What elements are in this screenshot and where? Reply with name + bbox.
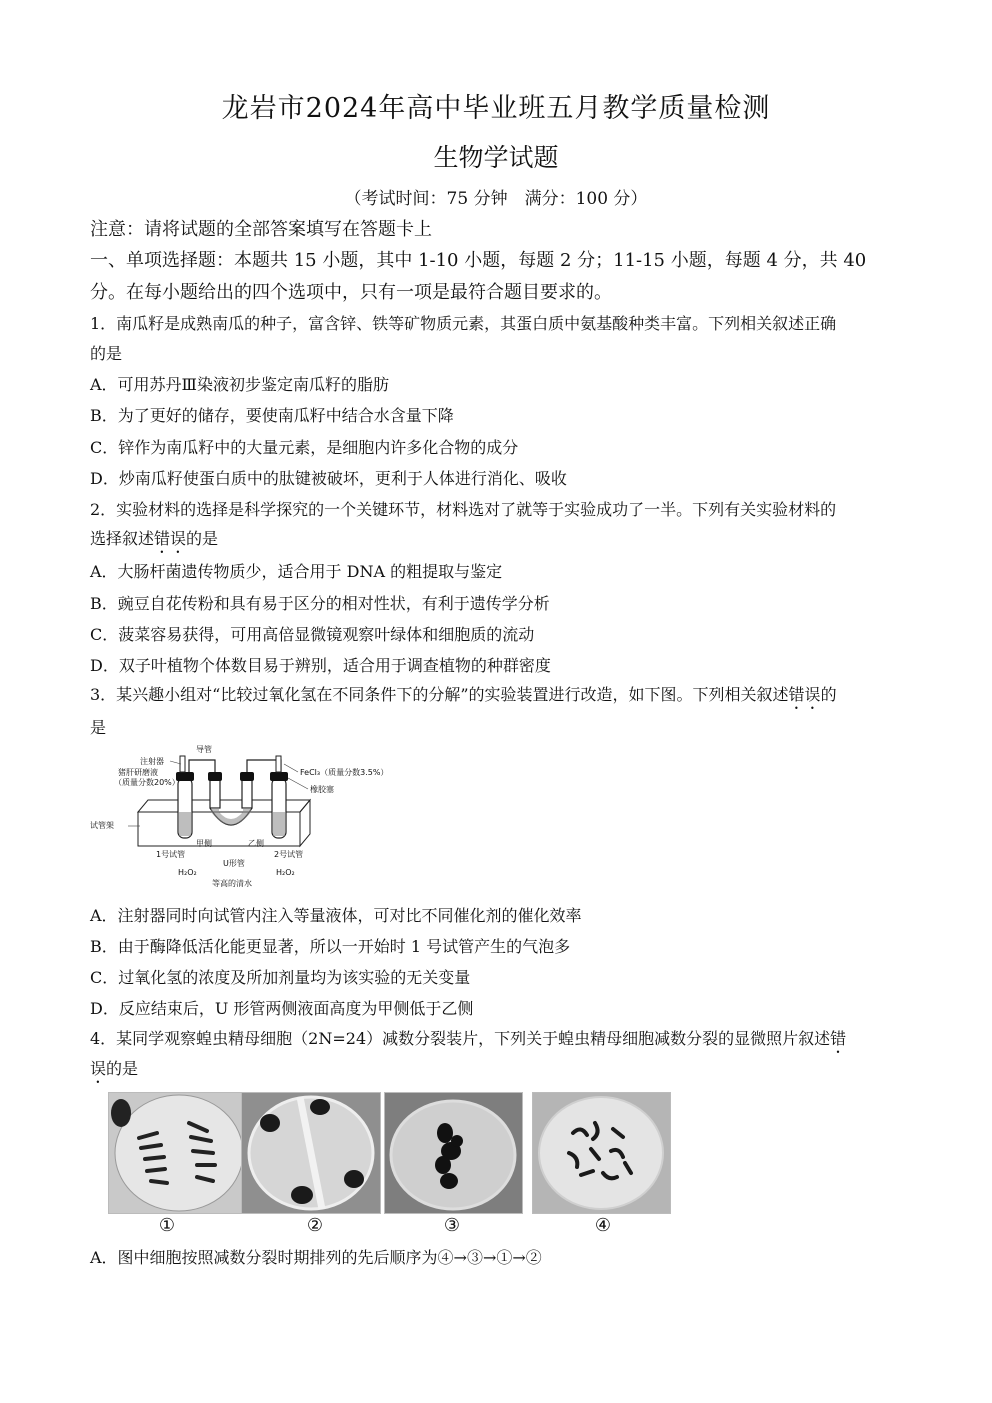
label-water: 等高的清水 [212,879,252,888]
label-h2o2-right: H₂O₂ [276,868,295,877]
exam-meta: （考试时间：75 分钟 满分：100 分） [344,189,648,209]
h2o2-left [179,812,191,836]
q2-option-a: A．大肠杆菌遗传物质少，适合用于 DNA 的粗提取与鉴定 [90,562,503,581]
micrograph-label-1: ① [158,1215,176,1236]
q1-option-d: D．炒南瓜籽使蛋白质中的肽键被破坏，更利于人体进行消化、吸收 [90,469,567,488]
label-tube1: 1号试管 [156,850,186,859]
q2-stem-line2 [90,526,905,557]
label-liver: 猪肝研磨液 [118,768,158,777]
q3-apparatus-figure [88,742,388,890]
q3-option-d: D．反应结束后，U 形管两侧液面高度为甲侧低于乙侧 [90,999,474,1018]
label-rack: 试管架 [90,821,114,830]
q1-stem-line1: 1．南瓜籽是成熟南瓜的种子，富含锌、铁等矿物质元素，其蛋白质中氨基酸种类丰富。下列相关叙述正确 [90,314,837,333]
q3-stem-line2: 是 [90,718,107,737]
q4-stem-line2 [90,1056,905,1087]
q3-stem-line1 [90,682,905,713]
q2-stem-emphasis: 错误 [154,529,187,548]
micrograph-4 [532,1092,671,1214]
label-side-b: 乙侧 [248,839,264,848]
label-fecl3: FeCl₃（质量分数3.5%） [300,768,388,777]
q1-stem-line2: 的是 [90,344,123,363]
q4-stem-emphasis-1: 错 [830,1029,847,1048]
section-heading-line1: 一、单项选择题：本题共 15 小题，其中 1-10 小题，每题 2 分；11-15 小题，每题 4 分，共 40 [90,250,867,271]
micrograph-label-4: ④ [594,1215,612,1236]
micrograph-label-2: ② [306,1215,324,1236]
label-utube: U形管 [223,859,245,868]
q2-option-b: B．豌豆自花传粉和具有易于区分的相对性状，有利于遗传学分析 [90,594,550,613]
syringe-right [276,756,281,772]
stopper-4 [270,772,288,781]
micrograph-label-3: ③ [443,1215,461,1236]
u-tube-left-arm [210,778,220,808]
q1-option-c: C．锌作为南瓜籽中的大量元素，是细胞内许多化合物的成分 [90,438,519,457]
exam-title: 龙岩市2024年高中毕业班五月教学质量检测 [221,93,771,124]
label-syringe: 注射器 [140,757,164,766]
u-tube-right-arm [242,778,252,808]
q3-stem-pre: 3．某兴趣小组对“比较过氧化氢在不同条件下的分解”的实验装置进行改造，如下图。下列相关叙述 [90,685,789,704]
q4-stem-line1 [90,1026,905,1057]
micrograph-3 [384,1092,523,1214]
q3-stem-post: 的 [820,685,837,704]
q3-option-a: A．注射器同时向试管内注入等量液体，可对比不同催化剂的催化效率 [90,906,582,925]
label-side-a: 甲侧 [196,839,212,848]
q2-option-d: D．双子叶植物个体数目易于辨别，适合用于调查植物的种群密度 [90,656,551,675]
stopper-2 [208,772,222,781]
micrograph-2 [241,1092,381,1214]
stopper-3 [240,772,254,781]
q4-option-a: A．图中细胞按照减数分裂时期排列的先后顺序为④→③→①→② [90,1248,542,1267]
h2o2-right [273,812,285,836]
q2-stem-line1: 2．实验材料的选择是科学探究的一个关键环节，材料选对了就等于实验成功了一半。下列有关实验材料的 [90,500,837,519]
q3-option-c: C．过氧化氢的浓度及所加剂量均为该实验的无关变量 [90,968,471,987]
q4-stem-post: 的是 [106,1059,139,1078]
micrograph-1 [108,1092,243,1214]
label-stopper: 橡胶塞 [310,785,334,794]
notice: 注意：请将试题的全部答案填写在答题卡上 [90,219,432,240]
q2-stem-post: 的是 [186,529,219,548]
rack-side [300,800,310,846]
q3-option-b: B．由于酶降低活化能更显著，所以一开始时 1 号试管产生的气泡多 [90,937,571,956]
label-h2o2-left: H₂O₂ [178,868,197,877]
u-tube-water [211,808,251,825]
q2-option-c: C．菠菜容易获得，可用高倍显微镜观察叶绿体和细胞质的流动 [90,625,535,644]
q1-option-b: B．为了更好的储存，要使南瓜籽中结合水含量下降 [90,406,454,425]
exam-subtitle: 生物学试题 [433,143,559,172]
q4-stem-pre: 4．某同学观察蝗虫精母细胞（2N=24）减数分裂装片，下列关于蝗虫精母细胞减数分裂的显微照片叙述 [90,1029,831,1048]
label-liver-conc: （质量分数20%） [114,778,180,787]
q3-stem-emphasis: 错误 [788,685,821,704]
q1-option-a: A．可用苏丹Ⅲ染液初步鉴定南瓜籽的脂肪 [90,375,389,394]
pipe-left [189,760,215,772]
q2-stem-pre: 选择叙述 [90,529,155,548]
section-heading-line2: 分。在每小题给出的四个选项中，只有一项是最符合题目要求的。 [90,282,612,303]
label-tube2: 2号试管 [274,850,304,859]
q4-stem-emphasis-2: 误 [90,1059,107,1078]
q3-apparatus-diagram [88,742,388,890]
label-pipe: 导管 [196,745,212,754]
